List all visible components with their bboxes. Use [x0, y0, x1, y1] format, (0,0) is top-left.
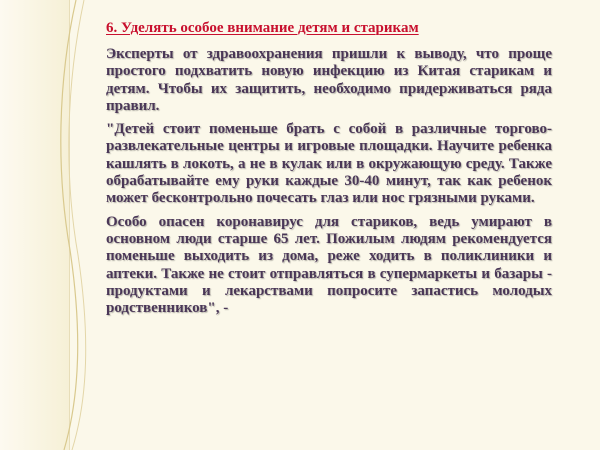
- curve-line-1: [61, 0, 78, 450]
- curve-line-2: [69, 0, 86, 450]
- slide-content: [106, 18, 552, 323]
- paragraph-3: Особо опасен коронавирус для стариков, ведь умирают в основном люди старше 65 лет. Пожилым людям рекомендуется поменьше выходить из дома, реже ходить в поликлиники и аптеки. Также не стоит отправляться в супермаркеты и базары - продуктами и лекарствами попросите запастись молодых родственников", -: [106, 213, 552, 317]
- paragraph-2: "Детей стоит поменьше брать с собой в различные торгово-развлекательные центры и игровые площадки. Научите ребенка кашлять в локоть, а не в кулак или в окружающую среду. Также обрабатывайте ему руки каждые 30-40 минут, так как ребенок может бесконтрольно почесать глаз или нос грязными руками.: [106, 121, 552, 207]
- slide-title: 6. Уделять особое внимание детям и старикам: [106, 20, 419, 36]
- paragraph-1: Эксперты от здравоохранения пришли к выводу, что проще простого подхватить новую инфекцию из Китая старикам и детям. Чтобы их защитить, необходимо придерживаться ряда правил.: [106, 46, 552, 114]
